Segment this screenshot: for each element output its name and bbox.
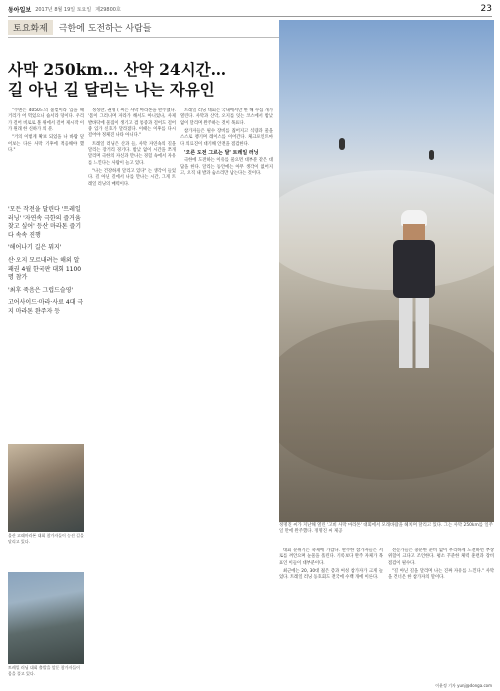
dune-shape <box>279 320 494 480</box>
background-runner <box>429 150 434 160</box>
main-photo-caption: 정명진 씨가 지난해 열린 '고비 사막 마라톤' 대회에서 모래바람을 헤치며 달리고 있다. 그는 사막 250km를 일주일 만에 완주했다. 정명진 씨 제공 <box>279 523 493 535</box>
pull-quote: 고어사이드·마라·사료 4대 극지 마라톤 완주자 등 <box>8 299 84 315</box>
section-tag: 토요화제 <box>8 20 53 35</box>
photo-race-start <box>8 572 84 664</box>
page-number: 23 <box>480 4 492 14</box>
issue-edition: 제29800호 <box>95 6 121 13</box>
runner-figure <box>389 210 439 380</box>
runner-legs <box>399 298 429 368</box>
pull-quotes <box>8 206 84 321</box>
pull-quote: '최후 죽음은 그럽드슬영' <box>8 286 74 294</box>
paper-name: 동아일보 <box>8 6 32 14</box>
runner-face <box>403 224 425 240</box>
paragraph: 트레일 러닝 대회는 국내에서만 한 해 수십 개가 열린다. 사막과 산악, 오지를 잇는 코스에서 밤낮 없이 달리며 완주하는 것이 목표다. <box>180 108 273 126</box>
paragraph: 대회 분위기는 축제에 가깝다. 완주한 참가자들은 서로를 껴안으며 눈물을 흘린다. 기록보다 완주 자체가 목표인 이들이 대부분이다. <box>279 548 383 566</box>
headline-line-1: 사막 250km… 산악 24시간… <box>8 60 227 79</box>
photo-trail-ridge <box>8 444 84 532</box>
paragraph: 전문가들은 충분한 준비 없이 무리하게 도전하면 부상 위험이 크다고 조언한다. 평소 꾸준한 체력 훈련과 장비 점검이 필수다. <box>388 548 494 566</box>
paragraph: 정성란, 권영 ( 씨는 사막 마라톤을 완주했다. '몸이 그러니며 자라가 해서도 아니었나, 사제 발바닥에 물집이 생기고 겹 통증과 걸어도 걸어 중 입가 신호가 달라졌다. 이때는 이후를 다시 걸어야 정체진 나타 아니다." <box>88 108 176 139</box>
paragraph: 극한에 도전하는 이유를 물으면 대부분 같은 대답을 한다. 달리는 동안에는 아무 생각이 없어지고, 오직 내 발과 숨소리만 남는다는 것이다. <box>180 158 273 177</box>
subheading: '오른 도전 그르는 달' 트레일 러닝 <box>184 150 259 157</box>
headline-line-2: 길 아닌 길 달리는 나는 자유인 <box>8 80 215 99</box>
issue-date: 2017년 8월 19일 토요일 <box>35 6 92 13</box>
byline: 이윤정 기자 yunj@donga.com <box>435 683 492 688</box>
article-column-4 <box>279 548 383 686</box>
main-photo <box>279 20 494 522</box>
article-column-2 <box>88 108 176 686</box>
section-header <box>8 20 151 34</box>
article-column-5 <box>388 548 494 686</box>
paragraph: "나는 건강하게 달리고 있다" 는 생각이 들었다. 길 아닌 길에서 나를 만나는 시간, 그게 트레일 러닝의 매력이다. <box>88 169 176 187</box>
section-title: 극한에 도전하는 사람들 <box>58 23 152 34</box>
paragraph: 참가자들은 필수 장비를 짊어지고 식량과 물을 스스로 챙기며 레이스를 이어간다. 체크포인트마다 의료진이 대기해 안전을 점검한다. <box>180 129 273 147</box>
pull-quote: '모든 작전을 달린다 '트레일 러닝' '자연속 극한의 즐거움 찾고 싶어' 등산 마라톤 즐기다 속속 진행 <box>8 206 82 239</box>
masthead <box>8 3 492 15</box>
headline <box>8 60 270 100</box>
paragraph: 최근에는 20, 30대 젊은 층과 여성 참가자가 크게 늘었다. 트레일 러닝 동호회도 전국에 수백 개에 이른다. <box>279 569 383 581</box>
article-column-3 <box>180 108 273 686</box>
pull-quote: 산·오지 모르내려는 해외 알패권 4월 한국판 대회 1100명 참가 <box>8 256 82 282</box>
paragraph: "길 아닌 길을 달리며 나는 진짜 자유를 느낀다." 사막을 건너온 한 참가자의 말이다. <box>388 569 494 581</box>
photo-caption: 울산 고래마라톤 대회 참가자들이 능선 길을 달리고 있다. <box>8 533 84 544</box>
paragraph: "주변은 4050도의 불볕이라 입을 때 거리가 어 먹었으니 습서라 덩이다. 우리가 걸어 비로로 볼 위에서 걸어 제시작 이가 원래 한 신하가 의 분. <box>8 108 84 133</box>
masthead-rule <box>8 16 492 17</box>
runner-shirt <box>393 240 435 298</box>
dune-shape <box>279 170 494 290</box>
paragraph: "거의 이렇게 확보 되었을 나 바람 덮어보는 다른 사막 기후에 적응해야 했다." <box>8 135 84 154</box>
photo-caption: 트레일 러닝 대회 출발을 앞둔 참가자들이 몸을 풀고 있다. <box>8 665 81 676</box>
pull-quote: '해어나기 길은 뭐지' <box>8 244 62 252</box>
paragraph: 트레일 러닝은 산과 들, 사막 자연속의 길을 달리는 장거리 경기다. 밤낮 없이 시간을 쪼개 달리며 극한의 자신과 만나는 경험 속에서 자유를 느낀다는 사람이 늘고 있다. <box>88 141 176 166</box>
background-runner <box>339 138 345 150</box>
